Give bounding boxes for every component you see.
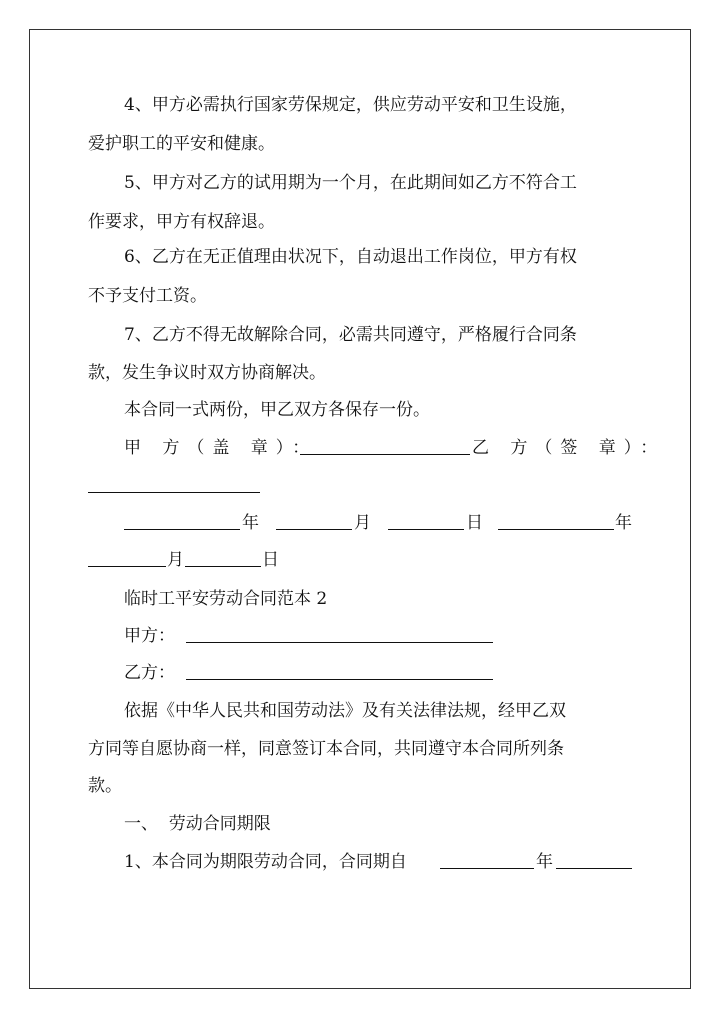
date-b-month-char: 月 [167,550,184,570]
clause-4-line-1: 4、甲方必需执行国家劳保规定，供应劳动平安和卫生设施， [124,95,577,115]
clause-5-line-2: 作要求，甲方有权辞退。 [88,212,275,232]
date-b-year-char: 年 [615,513,632,533]
date-a-day-blank[interactable] [388,513,464,535]
clause-6-line-1: 6、乙方在无正值理由状况下，自动退出工作岗位，甲方有权 [124,247,577,267]
date-a-month-blank[interactable] [276,513,352,535]
party-a-seal-label: 甲 方（盖 章）： [124,438,318,458]
preamble-line-3: 款。 [88,776,122,796]
clause-5-line-1: 5、甲方对乙方的试用期为一个月，在此期间如乙方不符合工 [124,173,577,193]
term-start-month-blank[interactable] [556,852,632,874]
term-start-year-blank[interactable] [440,852,534,874]
clause-7-line-2: 款，发生争议时双方协商解决。 [88,363,326,383]
party-b-label: 乙方： [124,663,175,683]
clause-7-line-1: 7、乙方不得无故解除合同，必需共同遵守，严格履行合同条 [124,325,577,345]
date-a-month-char: 月 [354,513,371,533]
copies-note: 本合同一式两份，甲乙双方各保存一份。 [124,400,430,420]
preamble-line-1: 依据《中华人民共和国劳动法》及有关法律法规，经甲乙双 [124,701,566,721]
party-a-blank[interactable] [186,626,493,648]
party-b-blank[interactable] [186,663,493,685]
party-b-sign-label: 乙 方（签 章）： [472,438,666,458]
party-b-sign-blank[interactable] [88,476,260,498]
date-b-day-char: 日 [262,550,279,570]
date-b-month-blank[interactable] [88,550,166,572]
section-1-heading: 一、 劳动合同期限 [124,814,271,834]
date-b-year-blank[interactable] [498,513,614,535]
template-2-title: 临时工平安劳动合同范本 2 [124,589,328,609]
date-a-day-char: 日 [466,513,483,533]
preamble-line-2: 方同等自愿协商一样，同意签订本合同，共同遵守本合同所列条 [88,739,564,759]
clause-4-line-2: 爱护职工的平安和健康。 [88,134,275,154]
date-b-day-blank[interactable] [185,550,261,572]
party-a-seal-blank[interactable] [300,438,470,460]
clause-6-line-2: 不予支付工资。 [88,286,207,306]
party-a-label: 甲方： [124,626,175,646]
date-a-year-blank[interactable] [124,513,240,535]
term-clause-text: 1、本合同为期限劳动合同，合同期自 [124,852,407,872]
term-start-year-char: 年 [536,852,553,872]
date-a-year-char: 年 [242,513,259,533]
